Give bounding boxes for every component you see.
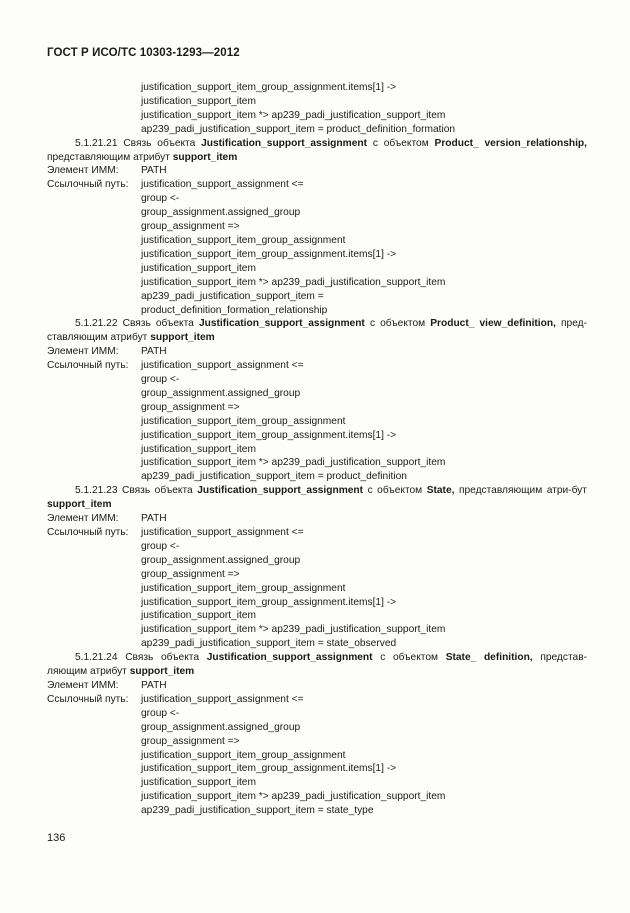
code-line: group_assignment.assigned_group <box>141 554 301 566</box>
heading-text: с объектом <box>380 652 439 664</box>
section-number: 5.1.21.24 <box>75 652 118 664</box>
entity-name: Justification_support_assignment <box>198 318 365 330</box>
code-line: group_assignment => <box>141 221 240 233</box>
entity-name: Justification_support_assignment <box>201 137 367 149</box>
element-value: PATH <box>141 346 167 358</box>
page-number: 136 <box>47 832 66 844</box>
page-header: ГОСТ Р ИСО/ТС 10303-1293—2012 <box>47 47 240 59</box>
code-line: justification_support_item_group_assignment <box>141 234 346 246</box>
section-number: 5.1.21.22 <box>75 318 118 330</box>
code-line: justification_support_item *> ap239_padi_justification_support_item <box>141 109 446 121</box>
code-line: justification_support_item *> ap239_padi_justification_support_item <box>141 457 446 469</box>
code-line: justification_support_item <box>141 610 256 622</box>
reference-path-label: Ссылочный путь: <box>47 360 129 372</box>
attribute-name: support_item <box>150 332 215 344</box>
target-entity: State_ definition, <box>445 652 533 664</box>
section-5-1-21-23 <box>47 484 587 651</box>
section-5-1-21-22 <box>47 317 587 484</box>
element-label: Элемент ИММ: <box>47 679 119 691</box>
code-line: product_definition_formation_relationship <box>141 304 328 316</box>
code-line: group_assignment => <box>141 401 240 413</box>
code-line: ap239_padi_justification_support_item = product_definition <box>141 471 407 483</box>
code-line: group <- <box>141 374 180 386</box>
code-line: justification_support_assignment <= <box>141 179 304 191</box>
heading-text: представ-ляющим атрибут <box>47 652 587 678</box>
code-line: justification_support_assignment <= <box>141 527 304 538</box>
element-row <box>47 345 587 359</box>
heading-text: с объектом <box>369 318 426 330</box>
heading-text: с объектом <box>367 485 423 497</box>
reference-path-row <box>47 178 587 192</box>
code-line: group_assignment => <box>141 735 240 747</box>
code-line: justification_support_item *> ap239_padi_justification_support_item <box>141 791 446 803</box>
element-value: PATH <box>141 679 167 691</box>
code-line: ap239_padi_justification_support_item = <box>141 290 324 302</box>
attribute-name: support_item <box>47 499 112 511</box>
reference-path-label: Ссылочный путь: <box>47 179 129 191</box>
code-line: group_assignment.assigned_group <box>141 721 301 733</box>
entity-name: Justification_support_assignment <box>206 652 373 664</box>
entity-name: Justification_support_assignment <box>197 485 364 497</box>
section-number: 5.1.21.23 <box>75 485 118 497</box>
code-line: justification_support_item <box>141 262 256 274</box>
section-5-1-21-24 <box>47 651 587 818</box>
section-heading <box>47 317 587 345</box>
section-heading <box>47 484 587 512</box>
target-entity: Product_ version_relationship, <box>434 137 587 149</box>
element-label: Элемент ИММ: <box>47 513 119 525</box>
code-line: group_assignment => <box>141 568 240 580</box>
target-entity: Product_ view_definition, <box>430 318 556 330</box>
code-line: justification_support_item <box>141 443 256 455</box>
element-label: Элемент ИММ: <box>47 165 119 177</box>
section-number: 5.1.21.21 <box>75 137 118 149</box>
heading-text: Связь объекта <box>125 652 199 664</box>
element-label: Элемент ИММ: <box>47 346 119 358</box>
code-line: group <- <box>141 707 180 719</box>
code-line: justification_support_item_group_assignment.items[1] -> <box>141 596 397 608</box>
attribute-name: support_item <box>129 666 195 678</box>
element-value: PATH <box>141 513 167 525</box>
heading-text: Связь объекта <box>123 137 196 149</box>
section-heading <box>47 651 587 679</box>
code-line: justification_support_item_group_assignment.items[1] -> <box>141 429 397 441</box>
code-line: justification_support_item_group_assignment <box>141 749 346 761</box>
heading-text: с объектом <box>372 137 429 149</box>
reference-path-row <box>47 526 587 540</box>
heading-text: Связь объекта <box>122 318 194 330</box>
page-content <box>47 81 587 818</box>
heading-text: Связь объекта <box>122 485 193 497</box>
target-entity: State, <box>426 485 455 497</box>
reference-path-row <box>47 359 587 373</box>
code-line: ap239_padi_justification_support_item = state_observed <box>141 638 397 650</box>
code-line: group_assignment.assigned_group <box>141 207 301 219</box>
code-line: ap239_padi_justification_support_item = state_type <box>141 805 374 817</box>
code-line: group <- <box>141 540 180 552</box>
code-line: justification_support_assignment <= <box>141 693 304 705</box>
code-line: justification_support_item_group_assignment.items[1] -> <box>141 248 397 260</box>
attribute-name: support_item <box>172 151 238 163</box>
code-line: justification_support_item_group_assignment <box>141 415 346 427</box>
code-line: justification_support_item_group_assignment <box>141 582 346 594</box>
code-line: ap239_padi_justification_support_item = product_definition_formation <box>141 123 456 135</box>
code-line: group <- <box>141 193 180 205</box>
heading-text: представляющим атрибут <box>47 151 170 163</box>
heading-text: представляющим атри-бут <box>458 485 587 497</box>
heading-text: пред-ставляющим атрибут <box>47 318 587 344</box>
reference-path-label: Ссылочный путь: <box>47 527 129 538</box>
element-row <box>47 164 587 178</box>
element-value: PATH <box>141 165 167 177</box>
reference-path-label: Ссылочный путь: <box>47 693 129 705</box>
code-line: justification_support_item_group_assignment.items[1] -> <box>141 82 397 93</box>
section-5-1-21-21 <box>47 137 587 318</box>
element-row <box>47 679 587 693</box>
code-line: justification_support_item *> ap239_padi_justification_support_item <box>141 276 446 288</box>
code-line: justification_support_item <box>141 95 256 107</box>
reference-path-row <box>47 693 587 707</box>
code-line: justification_support_item *> ap239_padi_justification_support_item <box>141 624 446 636</box>
code-line: justification_support_item_group_assignment.items[1] -> <box>141 763 397 775</box>
code-line: justification_support_assignment <= <box>141 360 304 372</box>
code-line: group_assignment.assigned_group <box>141 387 301 399</box>
element-row <box>47 512 587 526</box>
intro-code-block <box>47 81 587 137</box>
section-heading <box>47 137 587 165</box>
code-line: justification_support_item <box>141 777 256 789</box>
